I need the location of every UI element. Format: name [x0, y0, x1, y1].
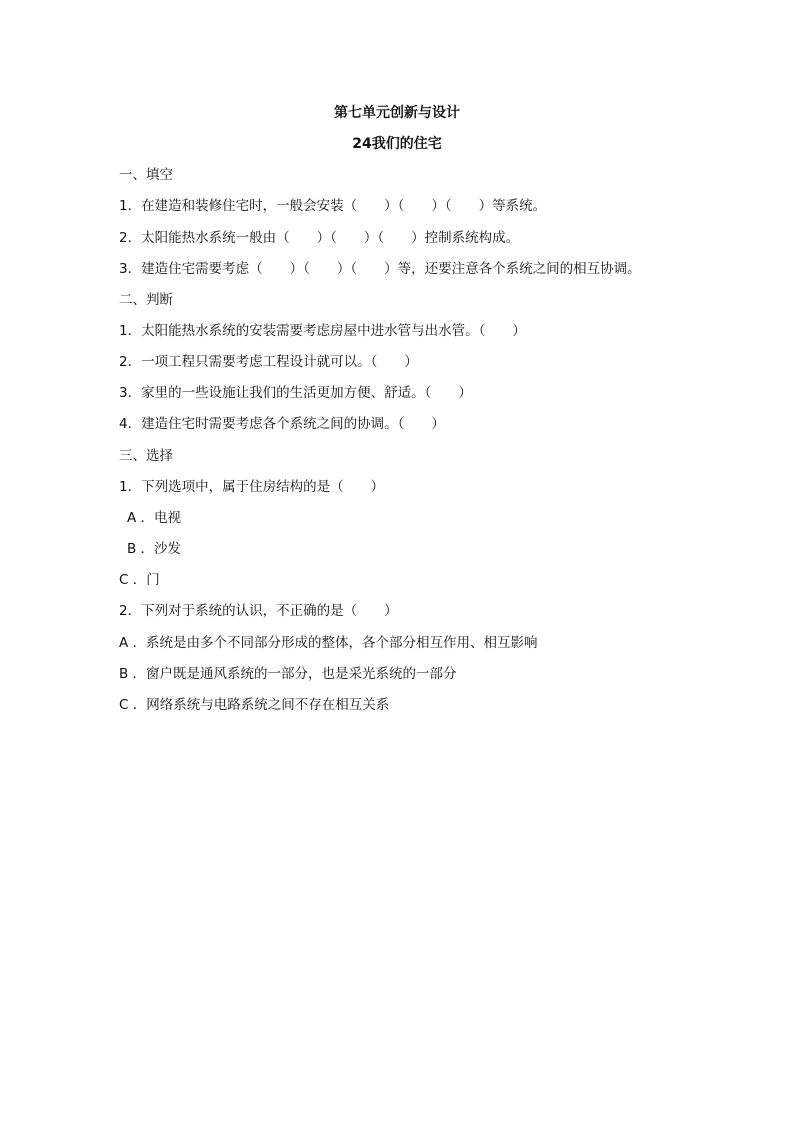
choice-question-2-option-b: B ．窗户既是通风系统的一部分，也是采光系统的一部分 — [119, 666, 457, 682]
choice-question-1-stem: 1．下列选项中，属于住房结构的是（ ） — [119, 479, 385, 495]
fill-question-2: 2．太阳能热水系统一般由（ ）（ ）（ ）控制系统构成。 — [119, 230, 520, 246]
section-heading-choice: 三、选择 — [119, 448, 173, 464]
judge-question-3: 3．家里的一些设施让我们的生活更加方便、舒适。（ ） — [119, 385, 472, 401]
fill-question-1: 1．在建造和装修住宅时，一般会安装（ ）（ ）（ ）等系统。 — [119, 198, 547, 214]
fill-question-3: 3．建造住宅需要考虑（ ）（ ）（ ）等，还要注意各个系统之间的相互协调。 — [119, 261, 641, 277]
choice-question-1-option-b: B ．沙发 — [127, 541, 182, 557]
judge-question-2: 2．一项工程只需要考虑工程设计就可以。（ ） — [119, 354, 418, 370]
judge-question-1: 1．太阳能热水系统的安装需要考虑房屋中进水管与出水管。（ ） — [119, 323, 526, 339]
choice-question-1-option-c: C ．门 — [119, 572, 160, 588]
choice-question-2-option-a: A ．系统是由多个不同部分形成的整体，各个部分相互作用、相互影响 — [119, 635, 538, 651]
choice-question-2-option-c: C ．网络系统与电路系统之间不存在相互关系 — [119, 697, 390, 713]
choice-question-2-stem: 2．下列对于系统的认识，不正确的是（ ） — [119, 603, 398, 619]
judge-question-4: 4．建造住宅时需要考虑各个系统之间的协调。（ ） — [119, 416, 445, 432]
lesson-title: 24我们的住宅 — [352, 136, 442, 152]
section-heading-judge: 二、判断 — [119, 292, 173, 308]
choice-question-1-option-a: A ．电视 — [127, 510, 182, 526]
section-heading-fill: 一、填空 — [119, 167, 173, 183]
unit-title: 第七单元创新与设计 — [334, 105, 460, 121]
